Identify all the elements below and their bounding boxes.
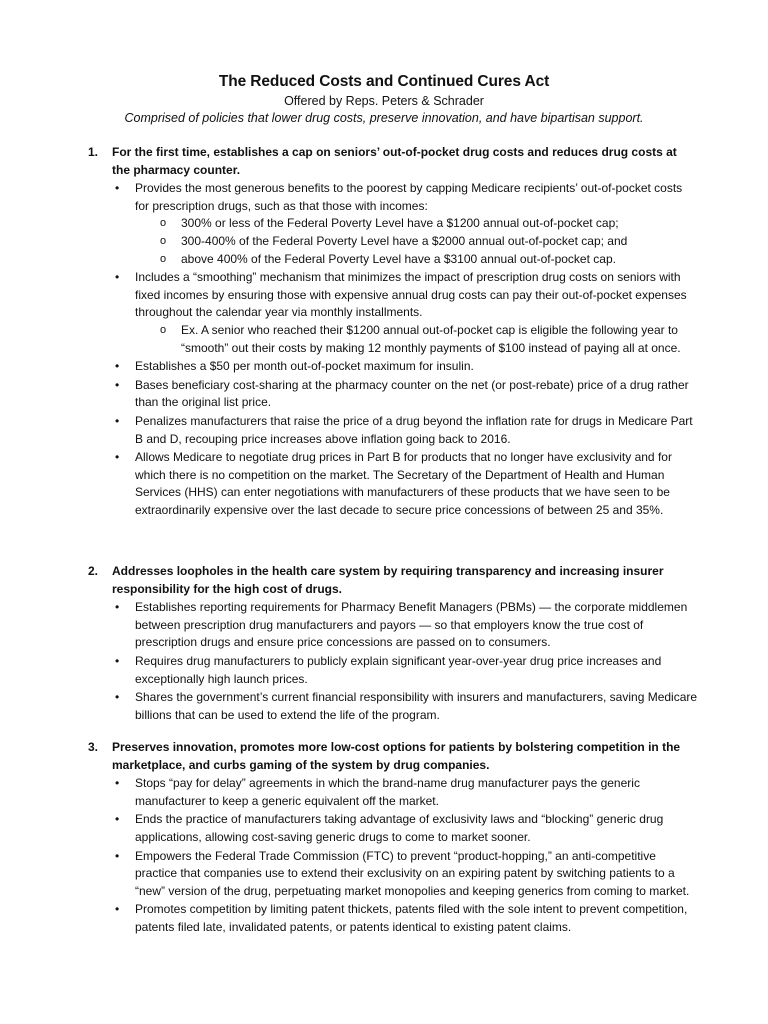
bullet-dot-icon: • [115,776,120,791]
section-heading [88,563,698,598]
bullet-text: Empowers the Federal Trade Commission (FTC) to prevent “product-hopping,” an anti-competitive practice that companies use to extend their exclusivity on an expiring patent by switching patients to a “new” version of the drug, perpetuating market monopolies and keeping generics from coming to market. [135,848,690,898]
sub-bullet-item [88,251,698,269]
bullet-item [88,413,698,448]
bullet-item [88,901,698,936]
bullet-dot-icon: • [115,902,120,917]
bullet-item [88,653,698,688]
bullet-list [88,775,698,936]
section-number: 2. [88,564,99,578]
circle-bullet-icon: o [160,323,167,336]
bullet-item [88,377,698,412]
section-heading-text: For the first time, establishes a cap on seniors’ out-of-pocket drug costs and reduces drug costs at the pharmacy counter. [112,145,677,177]
bullet-text: Establishes a $50 per month out-of-pocket maximum for insulin. [135,359,474,374]
sub-bullet-list [135,215,698,268]
section-number: 1. [88,145,99,159]
bullet-dot-icon: • [115,270,120,285]
sub-bullet-list [135,322,698,357]
bullet-dot-icon: • [115,690,120,705]
bullet-text: Penalizes manufacturers that raise the price of a drug beyond the inflation rate for drugs in Medicare Part B and D, recouping price increases above inflation going back to 2016. [135,413,693,446]
section-number: 3. [88,740,99,754]
sub-bullet-text: 300-400% of the Federal Poverty Level have a $2000 annual out-of-pocket cap; and [181,233,628,248]
sub-bullet-item [88,233,698,251]
section-1 [88,144,698,520]
circle-bullet-icon: o [160,234,167,247]
bullet-item [88,848,698,901]
bullet-text: Bases beneficiary cost-sharing at the pharmacy counter on the net (or post-rebate) price of a drug rather than the original list price. [135,377,689,410]
bullet-text: Establishes reporting requirements for Pharmacy Benefit Managers (PBMs) — the corporate middlemen between prescription drug manufacturers and payors — so that employers know the true cost of prescription drugs and ensure price concessions are passed on to consumers. [135,600,688,650]
bullet-dot-icon: • [115,359,120,374]
bullet-list [88,599,698,724]
bullet-dot-icon: • [115,450,120,465]
bullet-dot-icon: • [115,812,120,827]
section-heading [88,739,698,774]
bullet-text: Provides the most generous benefits to the poorest by capping Medicare recipients’ out-of-pocket costs for prescription drugs, such as that those with incomes: [135,181,683,213]
section-heading-text: Addresses loopholes in the health care system by requiring transparency and increasing insurer responsibility for the high cost of drugs. [112,564,664,596]
bullet-text: Promotes competition by limiting patent thickets, patents filed with the sole intent to prevent competition, patents filed late, invalidated patents, or patents identical to existing patent claims. [135,902,688,934]
sub-bullet-text: 300% or less of the Federal Poverty Level have a $1200 annual out-of-pocket cap; [181,216,619,231]
circle-bullet-icon: o [160,217,167,230]
bullet-dot-icon: • [115,377,120,392]
section-2 [88,563,698,725]
bullet-item [88,358,698,376]
bullet-item [88,689,698,724]
bullet-text: Includes a “smoothing” mechanism that minimizes the impact of prescription drug costs on seniors with fixed incomes by ensuring those with expensive annual drug costs can pay their out-of-pocket expenses throughout the calendar year via monthly installments. [135,270,687,320]
document-tagline: Comprised of policies that lower drug costs, preserve innovation, and have bipartisan support. [124,111,644,125]
sub-bullet-text: Ex. A senior who reached their $1200 annual out-of-pocket cap is eligible the following year to “smooth” out their costs by making 12 monthly payments of $100 instead of paying all at once. [181,322,681,355]
section-heading-text: Preserves innovation, promotes more low-cost options for patients by bolstering competition in the marketplace, and curbs gaming of the system by drug companies. [112,740,681,772]
bullet-item [88,269,698,357]
bullet-text: Shares the government’s current financial responsibility with insurers and manufacturers, saving Medicare billions that can be used to extend the life of the program. [135,690,698,722]
circle-bullet-icon: o [160,252,167,265]
section-heading [88,144,698,179]
bullet-item [88,775,698,810]
bullet-list [88,180,698,519]
bullet-text: Allows Medicare to negotiate drug prices in Part B for products that no longer have exclusivity and for which there is no competition on the market. The Secretary of the Department of Health and Human Services (HHS) can enter negotiations with manufacturers of these products that we have seen to be extraordinarily expensive over the last decade to secure price concessions of between 25 and 35%. [135,450,672,517]
bullet-text: Ends the practice of manufacturers taking advantage of exclusivity laws and “blocking” generic drug applications, allowing cost-saving generic drugs to come to market sooner. [135,812,664,844]
sub-bullet-item [88,215,698,233]
document-title: The Reduced Costs and Continued Cures Act [218,73,550,90]
sub-bullet-item [88,322,698,357]
bullet-item [88,599,698,652]
bullet-dot-icon: • [115,653,120,668]
bullet-dot-icon: • [115,181,120,196]
bullet-item [88,811,698,846]
bullet-dot-icon: • [115,600,120,615]
bullet-dot-icon: • [115,413,120,428]
bullet-item [88,449,698,519]
bullet-dot-icon: • [115,848,120,863]
bullet-text: Stops “pay for delay” agreements in which the brand-name drug manufacturer pays the generic manufacturer to keep a generic equivalent off the market. [135,776,640,808]
sub-bullet-text: above 400% of the Federal Poverty Level have a $3100 annual out-of-pocket cap. [181,251,616,266]
offered-by-line: Offered by Reps. Peters & Schrader [284,94,484,108]
bullet-item [88,180,698,268]
section-3 [88,739,698,938]
bullet-text: Requires drug manufacturers to publicly explain significant year-over-year drug price increases and exceptionally high launch prices. [135,653,662,686]
